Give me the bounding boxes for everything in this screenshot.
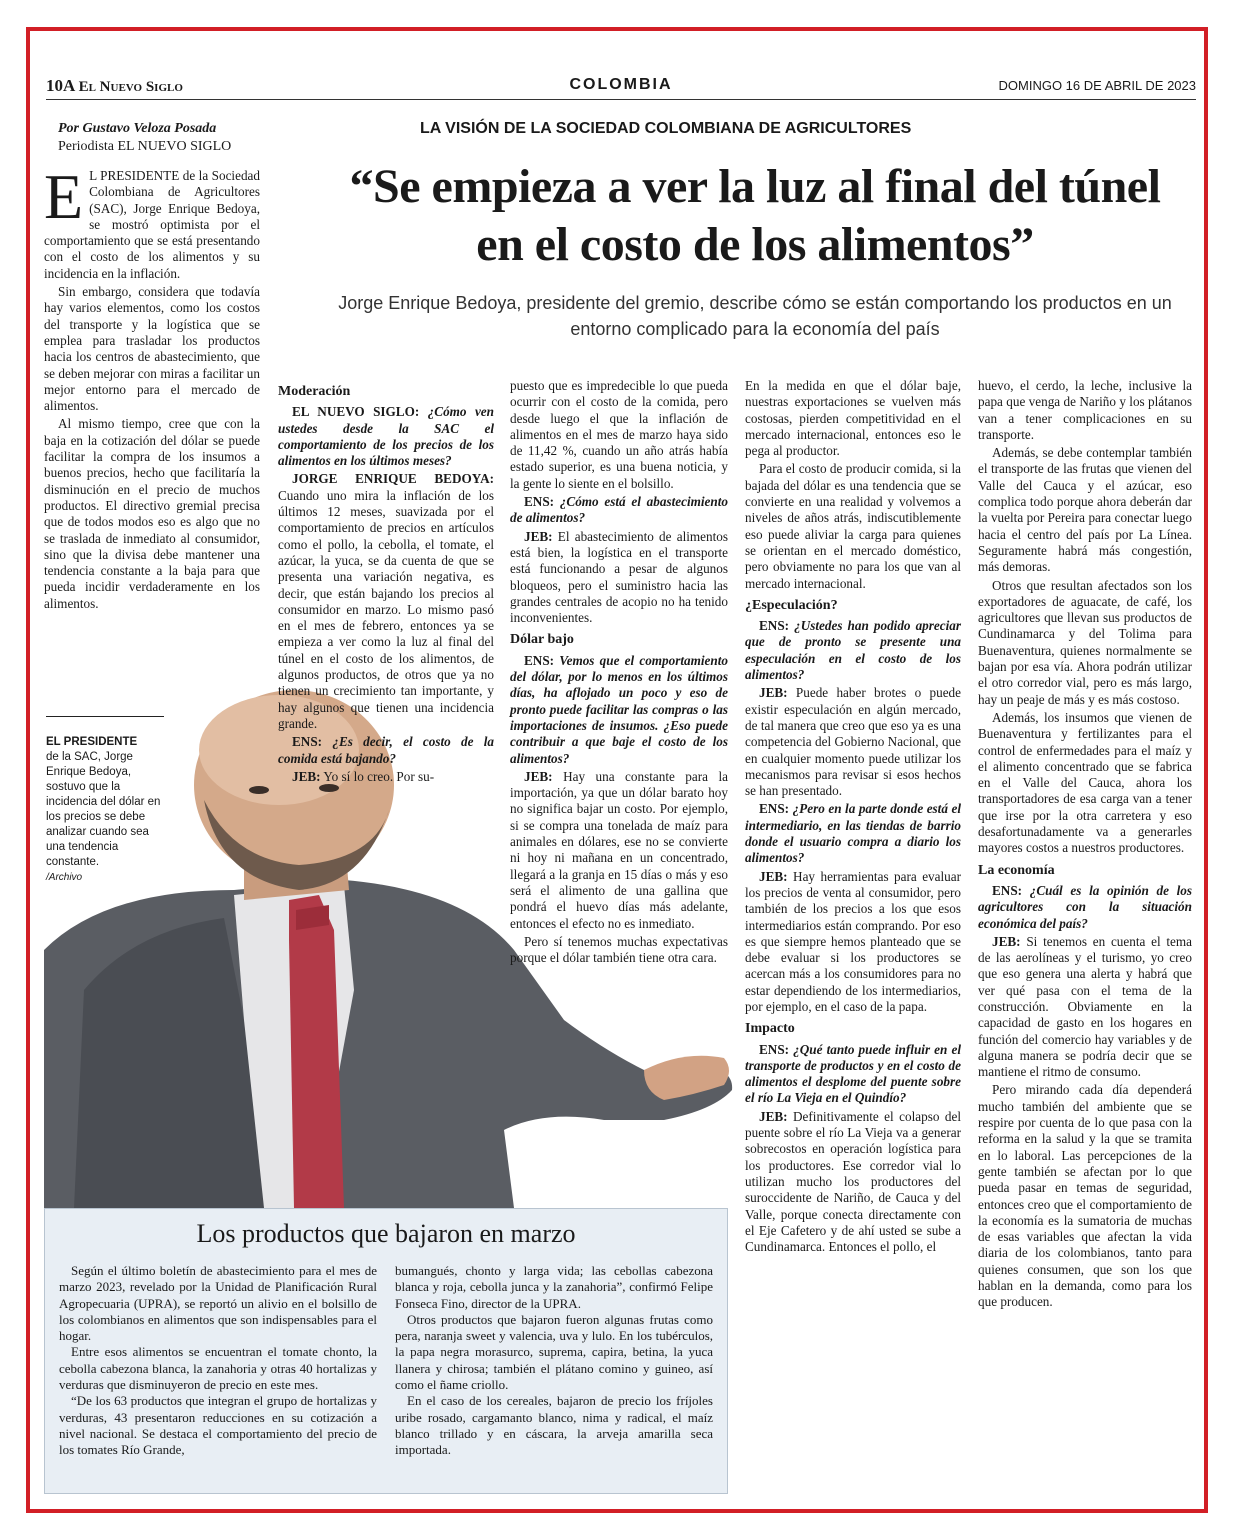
subhead-especulacion: ¿Especulación? [745, 597, 838, 613]
paragraph: Además, los insumos que vienen de Buenaventura y fertilizantes para el control de enfermedades para el maíz y el alimento concentrado que se fabrica en el Valle del Cauca, ahora los transportadores de esa carga van a tener que irse por la otra carretera y eso desafortunadamente va a generarles mayores costos a nuestros productores. [978, 709, 1192, 856]
subhead-dolar-bajo: Dólar bajo [510, 632, 574, 648]
sidebar-column-left: Según el último boletín de abastecimiento para el mes de marzo 2023, revelado por la Unidad de Planificación Rural Agropecuaria (UPRA), se reportó un alivio en el bolsillo de los colombianos en alimentos que son indispensables para el hogar. Entre esos alimentos se encuentran el tomate chonto, la cebolla cabezona blanca, la zanahoria y otras 40 hortalizas y verduras que disminuyeron de precio en este mes. “De los 63 productos que integran el grupo de hortalizas y verduras, 43 presentaron reducciones en su cotización a nivel nacional. Se destaca el comportamiento del precio de los tomates Río Grande, [59, 1263, 377, 1458]
answer: El abastecimiento de alimentos está bien, la logística en el transporte está funcionando a pesar de algunos bloqueos, pero el suministro hacia las grandes centrales de acopio no ha tenido inconvenientes. [510, 528, 728, 626]
answer: Si tenemos en cuenta el tema de las aerolíneas y el turismo, yo creo que eso genera una alerta y habrá que ver qué pasa con el tema de la construcción. Obviamente en la capacidad de gasto en los hogares en función del comercio hay variables y de alguna manera se podría decir que se mantiene el ritmo de consumo. [978, 933, 1193, 1080]
drop-cap: E [44, 161, 84, 232]
question: ¿Cómo ven ustedes desde la SAC el comportamiento de los precios de los alimentos en los últimos meses? [278, 404, 494, 469]
answer: Hay una constante para la importación, ya que un dólar barato hoy no significa bajar un costo. Por ejemplo, si se compra una tonelada de maíz para animales en dólares, ese no se convierte ni hoy ni mañana en un concentrado, llegará a la granja en 15 días o más y eso será el alimento de una gallina que pondrá el huevo días más adelante, entonces el efecto no es inmediato. [510, 768, 728, 931]
paragraph: Para el costo de producir comida, si la bajada del dólar es una tendencia que se convierte en una realidad y volvemos a niveles de años atrás, indiscutiblemente eso puede aliviar la carga para quienes se orientan en el mercado doméstico, pero obviamente no para los que van al mercado internacional. [745, 461, 961, 591]
headline: “Se empieza a ver la luz al final del túnel en el costo de los alimentos” [349, 160, 1161, 271]
page-number: 10A El Nuevo Siglo [46, 76, 183, 95]
answer: Puede haber brotes o puede existir especulación en algún mercado, de tal manera que creo que eso ya es una competencia del Gobierno Nacional, que en cualquier momento puede utilizar los mecanismos para revisar si esos hechos se han presentado. [745, 685, 962, 799]
paragraph: Además, se debe contemplar también el transporte de las frutas que vienen del Valle del Cauca y el azúcar, eso complica todo porque ahora deberán dar la vuelta por Pereira para conectar luego hacia el centro del país por La Línea. Seguramente habrá más congestión, más demoras. [978, 445, 1192, 575]
subhead-moderacion: Moderación [278, 384, 351, 399]
section-name: COLOMBIA [569, 76, 673, 93]
sidebar-box [44, 1208, 728, 1494]
paragraph: Sin embargo, considera que todavía hay varios elementos, como los costos del transporte y la logística que se emplea para trasladar los productos hacia los centros de abastecimiento, que se deben mejorar con miras a facilitar un mejor entorno para el mercado de alimentos. [44, 284, 260, 414]
answer: Yo sí lo creo. Por su- [323, 768, 435, 784]
subhead-la-economia: La economía [978, 862, 1055, 878]
masthead-rule [46, 99, 1196, 100]
paper-name: El Nuevo Siglo [78, 79, 183, 95]
byline-role: Periodista EL NUEVO SIGLO [58, 139, 232, 154]
paragraph: Otros que resultan afectados son los exportadores de aguacate, de café, los agricultores que llevan sus productos de Cundinamarca y del Tolima para Buenaventura, quienes normalmente se bajan por esa vía. Ahora podrán utilizar el otro corredor vial, pero es más largo, hay un peaje de más y es más costoso. [978, 577, 1192, 707]
column-4: En la medida en que el dólar baje, nuestras exportaciones se vuelven más costosas, pierden competitividad en el mercado internacional, entonces eso le pega al productor. Para el costo de producir comida, si la bajada del dólar es una tendencia que se convierte en una realidad y volvemos a niveles de años atrás, indiscutiblemente eso puede aliviar la carga para quienes se orientan en el mercado doméstico, pero obviamente no para los que van al mercado internacional. ¿Especulación? ENS: ¿Ustedes han podido apreciar que de pronto se presente una especulación en el costo de los alimentos? JEB: Puede haber brotes o puede existir especulación en algún mercado, de tal manera que creo que eso ya es una competencia del Gobierno Nacional, que en cualquier momento puede utilizar los mecanismos para revisar si esos hechos se han presentado. ENS: ¿Pero en la parte donde está el intermediario, en las tiendas de barrio donde el usuario compra a diario los alimentos? JEB: Hay herramientas para evaluar los precios de venta al consumidor, pero también de los precios a los que esos intermediarios están comprando. Por eso es que siempre hemos planteado que se debe evaluar si los productores se acercan más a los consumidores para no estar dependiendo de los intermediarios, por ejemplo, en el caso de la papa. Impacto ENS: ¿Qué tanto puede influir en el transporte de productos y en el costo de alimentos el desplome del puente sobre el río La Vieja en el Quindío? JEB: Definitivamente el colapso del puente sobre el río La Vieja va a generar sobrecostos en operación logística para los productores. Ese corredor vial lo utilizan mucho los productores del suroccidente de Nariño, de Cauca y del Valle, porque conecta directamente con el Eje Cafetero y de ahí usted se sube a Cundinamarca. Entonces el pollo, el [745, 378, 962, 1255]
answer: Cuando uno mira la inflación de los últimos 12 meses, suavizada por el comportamiento de precios en artículos como el pollo, la cebolla, el tomate, el azúcar, la yuca, se da cuenta de que se presenta una variación negativa, es decir, que están bajando los precios al consumidor en marzo. Lo mismo pasó en el mes de febrero, entonces ya se empieza a ver como la luz al final del túnel en el costo de los alimentos, de algunos productos, de otros que ya no tienen un crecimiento tan importante, y hay algunos que tienen una incidencia grande. [278, 487, 494, 731]
paragraph: Pero mirando cada día dependerá mucho también del ambiente que se respire por cuenta de lo que pasa con la reforma en la salud y la que se tramita en lo laboral. Las percepciones de la gente también se afectan por lo que pueda pasar en temas de seguridad, entonces creo que el comportamiento de la economía es la sumatoria de muchas de esas variables que afectan la vida diaria de los colombianos, tanto para quienes consumen, que son los que hablan en la demanda, como para los que producen. [978, 1082, 1192, 1310]
sidebar-title: Los productos que bajaron en marzo [196, 1219, 576, 1248]
question: ¿Cuál es la opinión de los agricultores con la situación económica del país? [978, 882, 1192, 931]
paragraph: puesto que es impredecible lo que pueda ocurrir con el costo de la comida, pero desde luego el que la inflación de alimentos en el mes de marzo haya sido de 11,42 %, cuando un año atrás había estado superior, es una buena noticia, y la gente lo siente en el bolsillo. [510, 378, 728, 491]
answer: Definitivamente el colapso del puente sobre el río La Vieja va a generar sobrecostos en operación logística para los productores. Ese corredor vial lo utilizan mucho los productores del suroccidente de Nariño, de Cauca y del Valle, porque conecta directamente con el Eje Cafetero y de ahí usted se sube a Cundinamarca. Entonces el pollo, el [745, 1108, 961, 1255]
column-5: huevo, el cerdo, la leche, inclusive la papa que venga de Nariño y los plátanos van a tener complicaciones en su transporte. Además, se debe contemplar también el transporte de las frutas que vienen del Valle del Cauca y el azúcar, eso complica todo porque ahora deberán dar la vuelta por Pereira para conectar luego hacia el centro del país por La Línea. Seguramente habrá más congestión, más demoras. Otros que resultan afectados son los exportadores de aguacate, de café, los agricultores que llevan sus productos de Cundinamarca y del Tolima para Buenaventura, quienes normalmente se bajan por esa vía. Ahora podrán utilizar el otro corredor vial, pero es más largo, hay un peaje de más y es más costoso. Además, los insumos que vienen de Buenaventura y fertilizantes para el control de enfermedades para el maíz y el alimento concentrado que se fabrica en el Valle del Cauca, ahora los transportadores de esa carga van a tener que irse por la otra carretera y eso desafortunadamente va a generarles mayores costos a nuestros productores. La economía ENS: ¿Cuál es la opinión de los agricultores con la situación económica del país? JEB: Si tenemos en cuenta el tema de las aerolíneas y el turismo, yo creo que eso genera una alerta y habrá que ver qué pasa con el tema de la construcción. Obviamente en la capacidad de gasto en los hogares en función del comercio hay variables y de alguna manera se podría decir que se mantiene el ritmo de consumo. Pero mirando cada día dependerá mucho también del ambiente que se respire por cuenta de lo que pasa con la reforma en la salud y la que se tramita en lo laboral. Las percepciones de la gente también se afectan por lo que pueda pasar en temas de seguridad, entonces creo que el comportamiento de la economía es la sumatoria de muchas de esas variables que afectan la vida diaria de los colombianos, tanto para quienes consumen, que son los que hablan en la demanda, como para los que producen. [978, 378, 1193, 1310]
issue-date: DOMINGO 16 DE ABRIL DE 2023 [998, 78, 1196, 93]
photo-caption [46, 716, 166, 885]
paragraph: Al mismo tiempo, cree que con la baja en la cotización del dólar se puede facilitar la compra de los insumos a buenos precios, hecho que facilitaría la disminución en el precio de muchos productos. El directivo gremial precisa que de todos modos eso es algo que no se traslada de inmediato al consumidor, sino que la divisa debe mantener una tendencia constante a la baja para que pueda incidir verdaderamente en los alimentos. [44, 416, 260, 611]
caption-label: EL PRESIDENTE [46, 736, 138, 748]
answer: Hay herramientas para evaluar los precios de venta al consumidor, pero también de los precios a los que esos intermediarios están comprando. Por eso es que siempre hemos planteado que se debe evaluar si los productores se acercan más a los consumidores para no estar dependiendo de los intermediarios, por ejemplo, en el caso de la papa. [745, 868, 961, 1014]
question: ¿Qué tanto puede influir en el transporte de productos y en el costo de alimentos el desplome del puente sobre el río La Vieja en el Quindío? [745, 1041, 962, 1106]
question: ¿Pero en la parte donde está el intermediario, en las tiendas de barrio donde el usuario compra a diario los alimentos? [745, 801, 961, 866]
kicker: LA VISIÓN DE LA SOCIEDAD COLOMBIANA DE AGRICULTORES [420, 120, 912, 137]
column-2: Moderación EL NUEVO SIGLO: ¿Cómo ven ustedes desde la SAC el comportamiento de los precios de los alimentos en los últimos meses? JORGE ENRIQUE BEDOYA: Cuando uno mira la inflación de los últimos 12 meses, suavizada por el comportamiento de precios en artículos como el pollo, la cebolla, el tomate, el azúcar, la yuca, se da cuenta de que se presenta una variación negativa, es decir, que están bajando los precios al consumidor en marzo. Lo mismo pasó en el mes de febrero, entonces ya se empieza a ver como la luz al final del túnel en el costo de los alimentos, de algunos productos, de otros que ya no tienen un crecimiento tan importante, y hay algunos que tienen una incidencia grande. ENS: ¿Es decir, el costo de la comida está bajando? JEB: Yo sí lo creo. Por su- [278, 384, 495, 784]
caption-credit: /Archivo [46, 872, 83, 883]
byline [58, 120, 231, 156]
paragraph: Pero sí tenemos muchas expectativas porque el dólar también tiene otra cara. [510, 933, 728, 966]
question: ¿Ustedes han podido apreciar que de pronto se presente una especulación en el costo de los alimentos? [745, 618, 962, 683]
column-3: puesto que es impredecible lo que pueda ocurrir con el costo de la comida, pero desde luego el que la inflación de alimentos en el mes de marzo haya sido de 11,42 %, cuando un año atrás había estado superior, es una buena noticia, y la gente lo siente en el bolsillo. ENS: ¿Cómo está el abastecimiento de alimentos? JEB: El abastecimiento de alimentos está bien, la logística en el transporte está funcionando a pesar de algunos bloqueos, pero el suministro hacia las grandes centrales de acopio no ha tenido inconvenientes. Dólar bajo ENS: Vemos que el comportamiento del dólar, por lo menos en los últimos días, ha aflojado un poco y eso de pronto puede facilitar las compras o las importaciones de insumos. ¿Eso puede contribuir a que baje el costo de los alimentos? JEB: Hay una constante para la importación, ya que un dólar barato hoy no significa bajar un costo. Por ejemplo, si se compra una tonelada de maíz para animales en dólares, ese no se convierte ni hoy ni mañana en un concentrado, llegará a la granja en 15 días o más y eso será el alimento de una gallina que pondrá el huevo días más adelante, entonces el efecto no es inmediato. Pero sí tenemos muchas expectativas porque el dólar también tiene otra cara. [510, 378, 729, 966]
paragraph: En la medida en que el dólar baje, nuestras exportaciones se vuelven más costosas, pierden competitividad en el mercado internacional, entonces eso le pega al productor. [745, 378, 961, 459]
subhead-impacto: Impacto [745, 1021, 795, 1037]
sidebar-column-right: bumangués, chonto y larga vida; las cebollas cabezona blanca y roja, cebolla junca y la zanahoria”, confirmó Felipe Fonseca Fino, director de la UPRA. Otros productos que bajaron fueron algunas frutas como pera, naranja sweet y valencia, uva y lulo. En los tubérculos, la papa negra morasurco, suprema, capira, betina, la yuca llanera y chirosa; también el plátano comino y guineo, así como el ñame criollo. En el caso de los cereales, bajaron de precio los fríjoles uribe rosado, cargamanto blanco, nima y radical, el maíz blanco trillado y en cáscara, la arveja amarilla seca importada. [395, 1263, 713, 1458]
deck: Jorge Enrique Bedoya, presidente del gremio, describe cómo se están comportando los productos en un entorno complicado para la economía del país [338, 293, 1172, 339]
question: ¿Cómo está el abastecimiento de alimentos? [510, 494, 728, 526]
question: ¿Es decir, el costo de la comida está bajando? [278, 734, 495, 766]
caption-text: de la SAC, Jorge Enrique Bedoya, sostuvo que la incidencia del dólar en los precios se debe analizar cuando sea una tendencia constante. [46, 751, 161, 868]
masthead [46, 76, 1196, 98]
lead-paragraph: E L PRESIDENTE de la Sociedad Colombiana de Agricultores (SAC), Jorge Enrique Bedoya, se mostró optimista por el comportamiento que se está presentando con el costo de los alimentos y su incidencia en la inflación. [44, 161, 260, 281]
caption-rule [46, 716, 164, 717]
question: Vemos que el comportamiento del dólar, por lo menos en los últimos días, ha aflojado un poco y eso de pronto puede facilitar las compras o las importaciones de insumos. ¿Eso puede contribuir a que baje el costo de los alimentos? [510, 652, 729, 766]
byline-author: Por Gustavo Veloza Posada [58, 121, 217, 136]
paragraph: huevo, el cerdo, la leche, inclusive la papa que venga de Nariño y los plátanos van a tener complicaciones en su transporte. [978, 378, 1192, 442]
column-1 [44, 161, 260, 614]
